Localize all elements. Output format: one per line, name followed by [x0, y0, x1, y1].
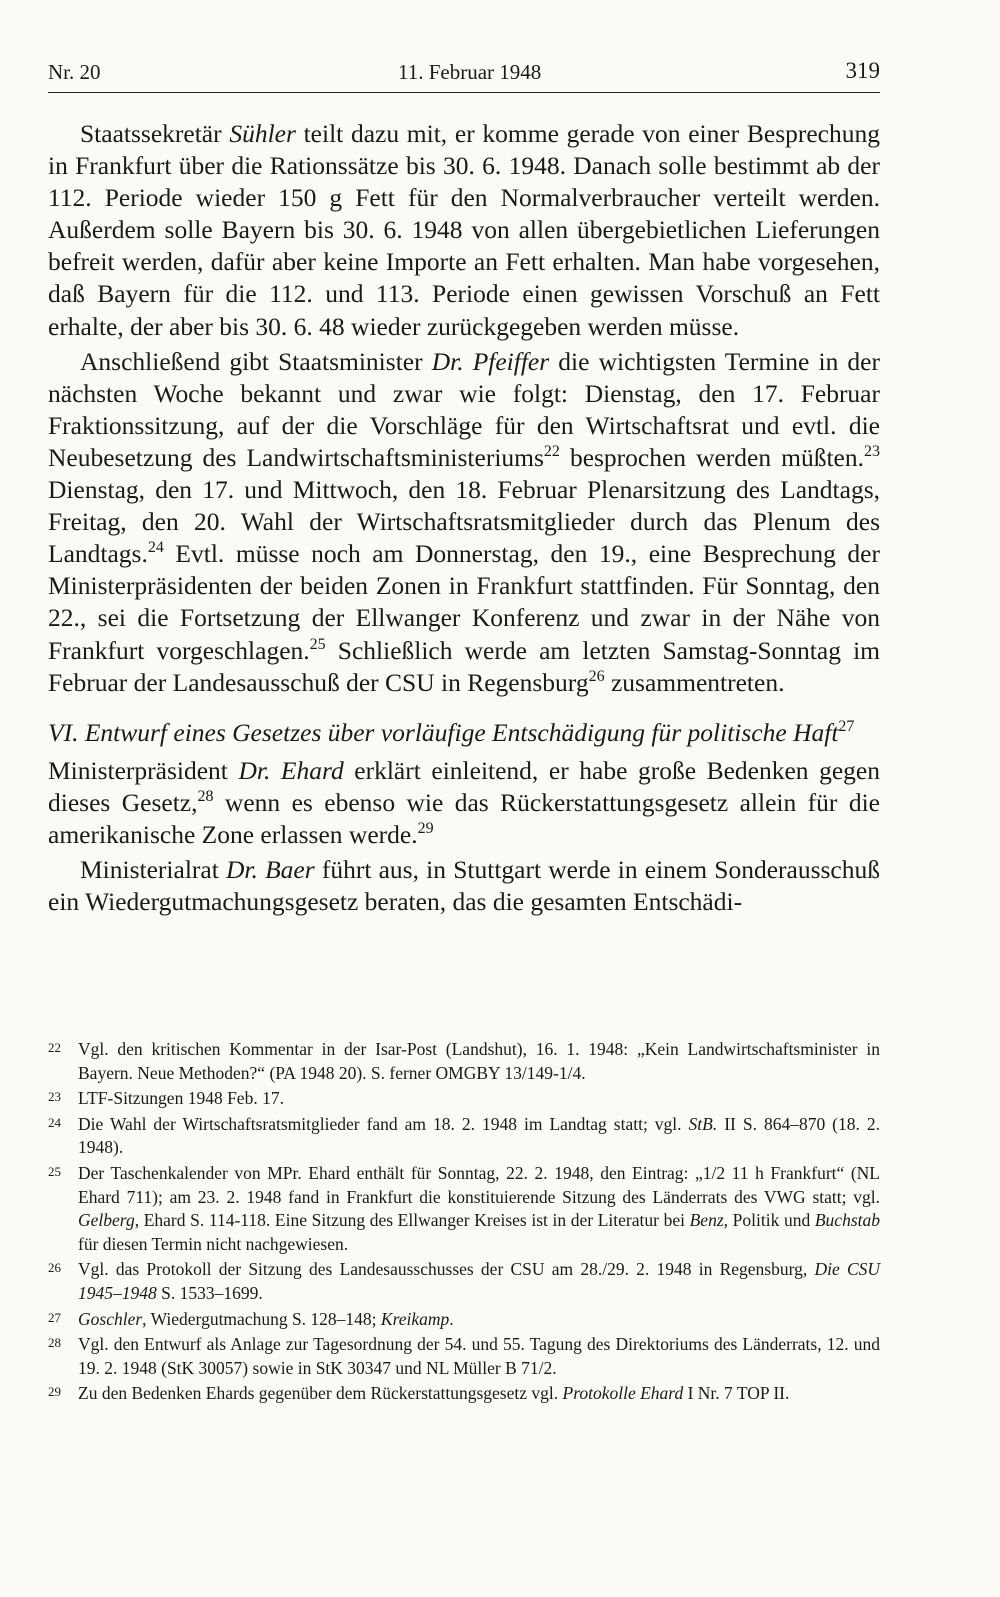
- footnote-ref[interactable]: 28: [197, 787, 214, 805]
- footnote-number: 25: [48, 1163, 61, 1179]
- footnote-ref[interactable]: 24: [147, 539, 164, 557]
- footnote-ref[interactable]: 29: [417, 819, 434, 837]
- page-number: 319: [845, 58, 880, 83]
- footnote-number: 24: [48, 1114, 61, 1130]
- paragraph: Anschließend gibt Staatsminister Dr. Pfeiffer die wichtigsten Termine in der nächsten Woche bekannt und zwar wie folgt: Dienstag, den 17. Februar Fraktionssitzung, auf der die Vorschläge für den Wirtschaftsrat und evtl. die Neubesetzung des Landwirtschaftsministeriums$^{22}$ besprochen werden müßten.$^{23}$ Dienstag, den 17. und Mittwoch, den 18. Februar Plenarsitzung des Landtags, Freitag, den 20. Wahl der Wirtschaftsratsmitglieder durch das Plenum des Landtags.$^{24}$ Evtl. müsse noch am Donnerstag, den 19., eine Besprechung der Ministerpräsidenten der beiden Zonen in Frankfurt stattfinden. Für Sonntag, den 22., sei die Fortsetzung der Ellwanger Konferenz und zwar in der Nähe von Frankfurt vorgeschlagen.$^{25}$ Schließlich werde am letzten Samstag-Sonntag im Februar der Landesausschuß der CSU in Regensburg$^{26}$ zusammentreten.: [48, 346, 880, 697]
- paragraph: Staatssekretär Sühler teilt dazu mit, er komme gerade von einer Besprechung in Frankfurt über die Rationssätze bis 30. 6. 1948. Danach solle bestimmt ab der 112. Periode wieder 150 g Fett für den Normalverbraucher verteilt werden. Außerdem solle Bayern bis 30. 6. 1948 von allen übergebietlichen Lieferungen befreit werden, dafür aber keine Importe an Fett erhalten. Man habe vorgesehen, daß Bayern für die 112. und 113. Periode einen gewissen Vorschuß an Fett erhalte, der aber bis 30. 6. 48 wieder zurückgegeben werden müsse.: [48, 119, 880, 341]
- footnote-number: 29: [48, 1384, 61, 1400]
- paragraph: Ministerpräsident Dr. Ehard erklärt einleitend, er habe große Bedenken gegen dieses Gesetz,$^{28}$ wenn es ebenso wie das Rückerstattungsgesetz allein für die amerikanische Zone erlassen werde.$^{29}$: [48, 755, 880, 849]
- footnote-number: 28: [48, 1335, 61, 1351]
- footnote: 27 Goschler, Wiedergutmachung S. 128–148; Kreikamp.: [48, 1308, 880, 1332]
- footnote-number: 27: [48, 1309, 61, 1325]
- footnotes: [48, 1038, 880, 1408]
- footnote: 26 Vgl. das Protokoll der Sitzung des Landesausschusses der CSU am 28./29. 2. 1948 in Regensburg, Die CSU 1945–1948 S. 1533–1699.: [48, 1258, 880, 1305]
- footnote: 28 Vgl. den Entwurf als Anlage zur Tagesordnung der 54. und 55. Tagung des Direktoriums des Länderrats, 12. und 19. 2. 1948 (StK 30057) sowie in StK 30347 und NL Müller B 71/2.: [48, 1333, 880, 1380]
- person-name: Sühler: [229, 119, 296, 148]
- person-name: Dr. Baer: [226, 854, 315, 884]
- header-rule: [48, 92, 880, 93]
- footnote: 22 Vgl. den kritischen Kommentar in der Isar-Post (Landshut), 16. 1. 1948: „Kein Landwirtschaftsminister in Bayern. Neue Methoden?“ (PA 1948 20). S. ferner OMGBY 13/149-1/4.: [48, 1038, 880, 1085]
- person-name: Dr. Ehard: [238, 755, 344, 785]
- paragraph: Ministerialrat Dr. Baer führt aus, in Stuttgart werde in einem Sonderausschuß ein Wiedergutmachungsgesetz beraten, das die gesamten Entschädi-: [48, 854, 880, 917]
- section-heading: VI. Entwurf eines Gesetzes über vorläufige Entschädigung für politische Haft$^{27}$: [48, 717, 855, 747]
- footnote: 25 Der Taschenkalender von MPr. Ehard enthält für Sonntag, 22. 2. 1948, den Eintrag: „1/2 11 h Frankfurt“ (NL Ehard 711); am 23. 2. 1948 fand in Frankfurt die konstituierende Sitzung des Länderrats des VWG statt; vgl. Gelberg, Ehard S. 114-118. Eine Sitzung des Ellwanger Kreises ist in der Literatur bei Benz, Politik und Buchstab für diesen Termin nicht nachgewiesen.: [48, 1162, 880, 1256]
- footnote-ref[interactable]: 27: [838, 717, 855, 735]
- footnote: 24 Die Wahl der Wirtschaftsratsmitglieder fand am 18. 2. 1948 im Landtag statt; vgl. StB. II S. 864–870 (18. 2. 1948).: [48, 1113, 880, 1160]
- document-number: Nr. 20: [48, 60, 101, 84]
- footnote-ref[interactable]: 25: [309, 635, 326, 653]
- footnote-ref[interactable]: 22: [543, 442, 560, 460]
- footnote-ref[interactable]: 23: [864, 442, 880, 460]
- header-date: 11. Februar 1948: [398, 60, 542, 84]
- footnote: 29 Zu den Bedenken Ehards gegenüber dem Rückerstattungsgesetz vgl. Protokolle Ehard I Nr. 7 TOP II.: [48, 1382, 880, 1406]
- footnote-number: 23: [48, 1089, 61, 1105]
- footnote-number: 26: [48, 1260, 61, 1276]
- running-header: [48, 56, 880, 90]
- footnote-number: 22: [48, 1040, 61, 1055]
- main-text: [48, 118, 880, 921]
- person-name: Dr. Pfeiffer: [431, 346, 550, 376]
- footnote-ref[interactable]: 26: [588, 667, 605, 685]
- footnote: 23 LTF-Sitzungen 1948 Feb. 17.: [48, 1087, 880, 1111]
